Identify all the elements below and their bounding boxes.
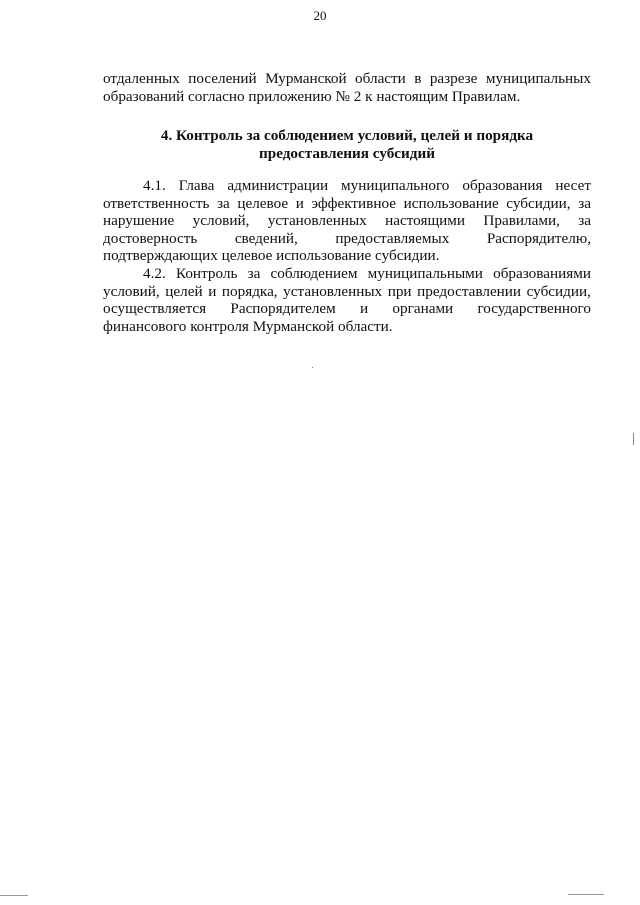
paragraph-4-1 — [103, 177, 591, 265]
word: условий, — [103, 282, 160, 300]
paragraph-4-2 — [103, 265, 591, 335]
text-line — [103, 247, 591, 265]
word: при — [387, 282, 412, 300]
intro-paragraph — [103, 70, 591, 105]
word: муниципального — [341, 177, 450, 194]
word: разрезе — [429, 70, 478, 87]
word: 4.2. — [143, 265, 166, 282]
word: установленных — [267, 212, 367, 230]
word: несет — [555, 177, 591, 194]
word: и — [208, 282, 217, 300]
word: предоставляемых — [335, 229, 450, 247]
scan-artifact-dot — [312, 367, 313, 368]
word: использование — [403, 194, 499, 212]
word: эффективное — [311, 194, 396, 212]
heading-line-2: предоставления субсидий — [259, 144, 435, 162]
word: поселений — [188, 70, 257, 87]
word: условий, — [192, 212, 250, 230]
line-text: образований согласно приложению № 2 к настоящим Правилам. — [103, 87, 521, 105]
word: достоверность — [103, 229, 198, 247]
word: сведений, — [234, 229, 298, 247]
word: образования — [462, 177, 543, 194]
word: образованиями — [493, 265, 591, 282]
word: муниципальных — [485, 70, 591, 87]
section-heading — [103, 127, 591, 162]
line-text: подтверждающих целевое использование субсидии. — [103, 247, 440, 265]
word: субсидии, — [506, 194, 571, 212]
word: целевое — [237, 194, 289, 212]
word: администрации — [227, 177, 329, 194]
word: Глава — [178, 177, 215, 194]
word: осуществляется — [103, 300, 207, 318]
word: и — [295, 194, 304, 212]
word: нарушение — [103, 212, 175, 230]
word: установленных — [283, 282, 383, 300]
word: органами — [392, 300, 454, 318]
word: за — [578, 194, 591, 212]
word: отдаленных — [103, 70, 180, 87]
word: государственного — [477, 300, 591, 318]
scan-artifact-mark — [633, 433, 634, 445]
text-line — [103, 318, 591, 336]
page-number: 20 — [313, 8, 327, 23]
scan-artifact-line — [568, 894, 604, 895]
text-line — [103, 212, 591, 230]
word: настоящими — [385, 212, 466, 230]
heading-line-1: 4. Контроль за соблюдением условий, целей и порядка — [160, 127, 534, 144]
word: и — [360, 300, 369, 318]
text-line — [103, 230, 591, 248]
word: в — [414, 70, 422, 87]
word: Правилами, — [483, 212, 560, 230]
word: порядка, — [221, 282, 278, 300]
word: Мурманской — [265, 70, 347, 87]
word: ответственность — [103, 194, 210, 212]
word: 4.1. — [143, 177, 166, 194]
word: предоставлении — [417, 282, 522, 300]
text-line — [103, 300, 591, 318]
word: за — [217, 194, 230, 212]
text-line — [103, 265, 591, 283]
word: Распорядителем — [230, 300, 336, 318]
text-line — [103, 195, 591, 213]
line-text: финансового контроля Мурманской области. — [103, 317, 393, 335]
word: целей — [165, 282, 203, 300]
word: субсидии, — [526, 282, 591, 300]
word: Распорядителю, — [486, 229, 591, 247]
word: соблюдением — [270, 265, 358, 282]
word: Контроль — [175, 265, 238, 282]
text-line — [103, 88, 591, 106]
text-line — [103, 177, 591, 195]
word: за — [578, 212, 591, 230]
word: области — [355, 70, 406, 87]
word: муниципальными — [367, 265, 483, 282]
word: за — [247, 265, 261, 282]
scan-artifact-line — [0, 895, 28, 896]
text-line — [103, 70, 591, 88]
text-line — [103, 283, 591, 301]
